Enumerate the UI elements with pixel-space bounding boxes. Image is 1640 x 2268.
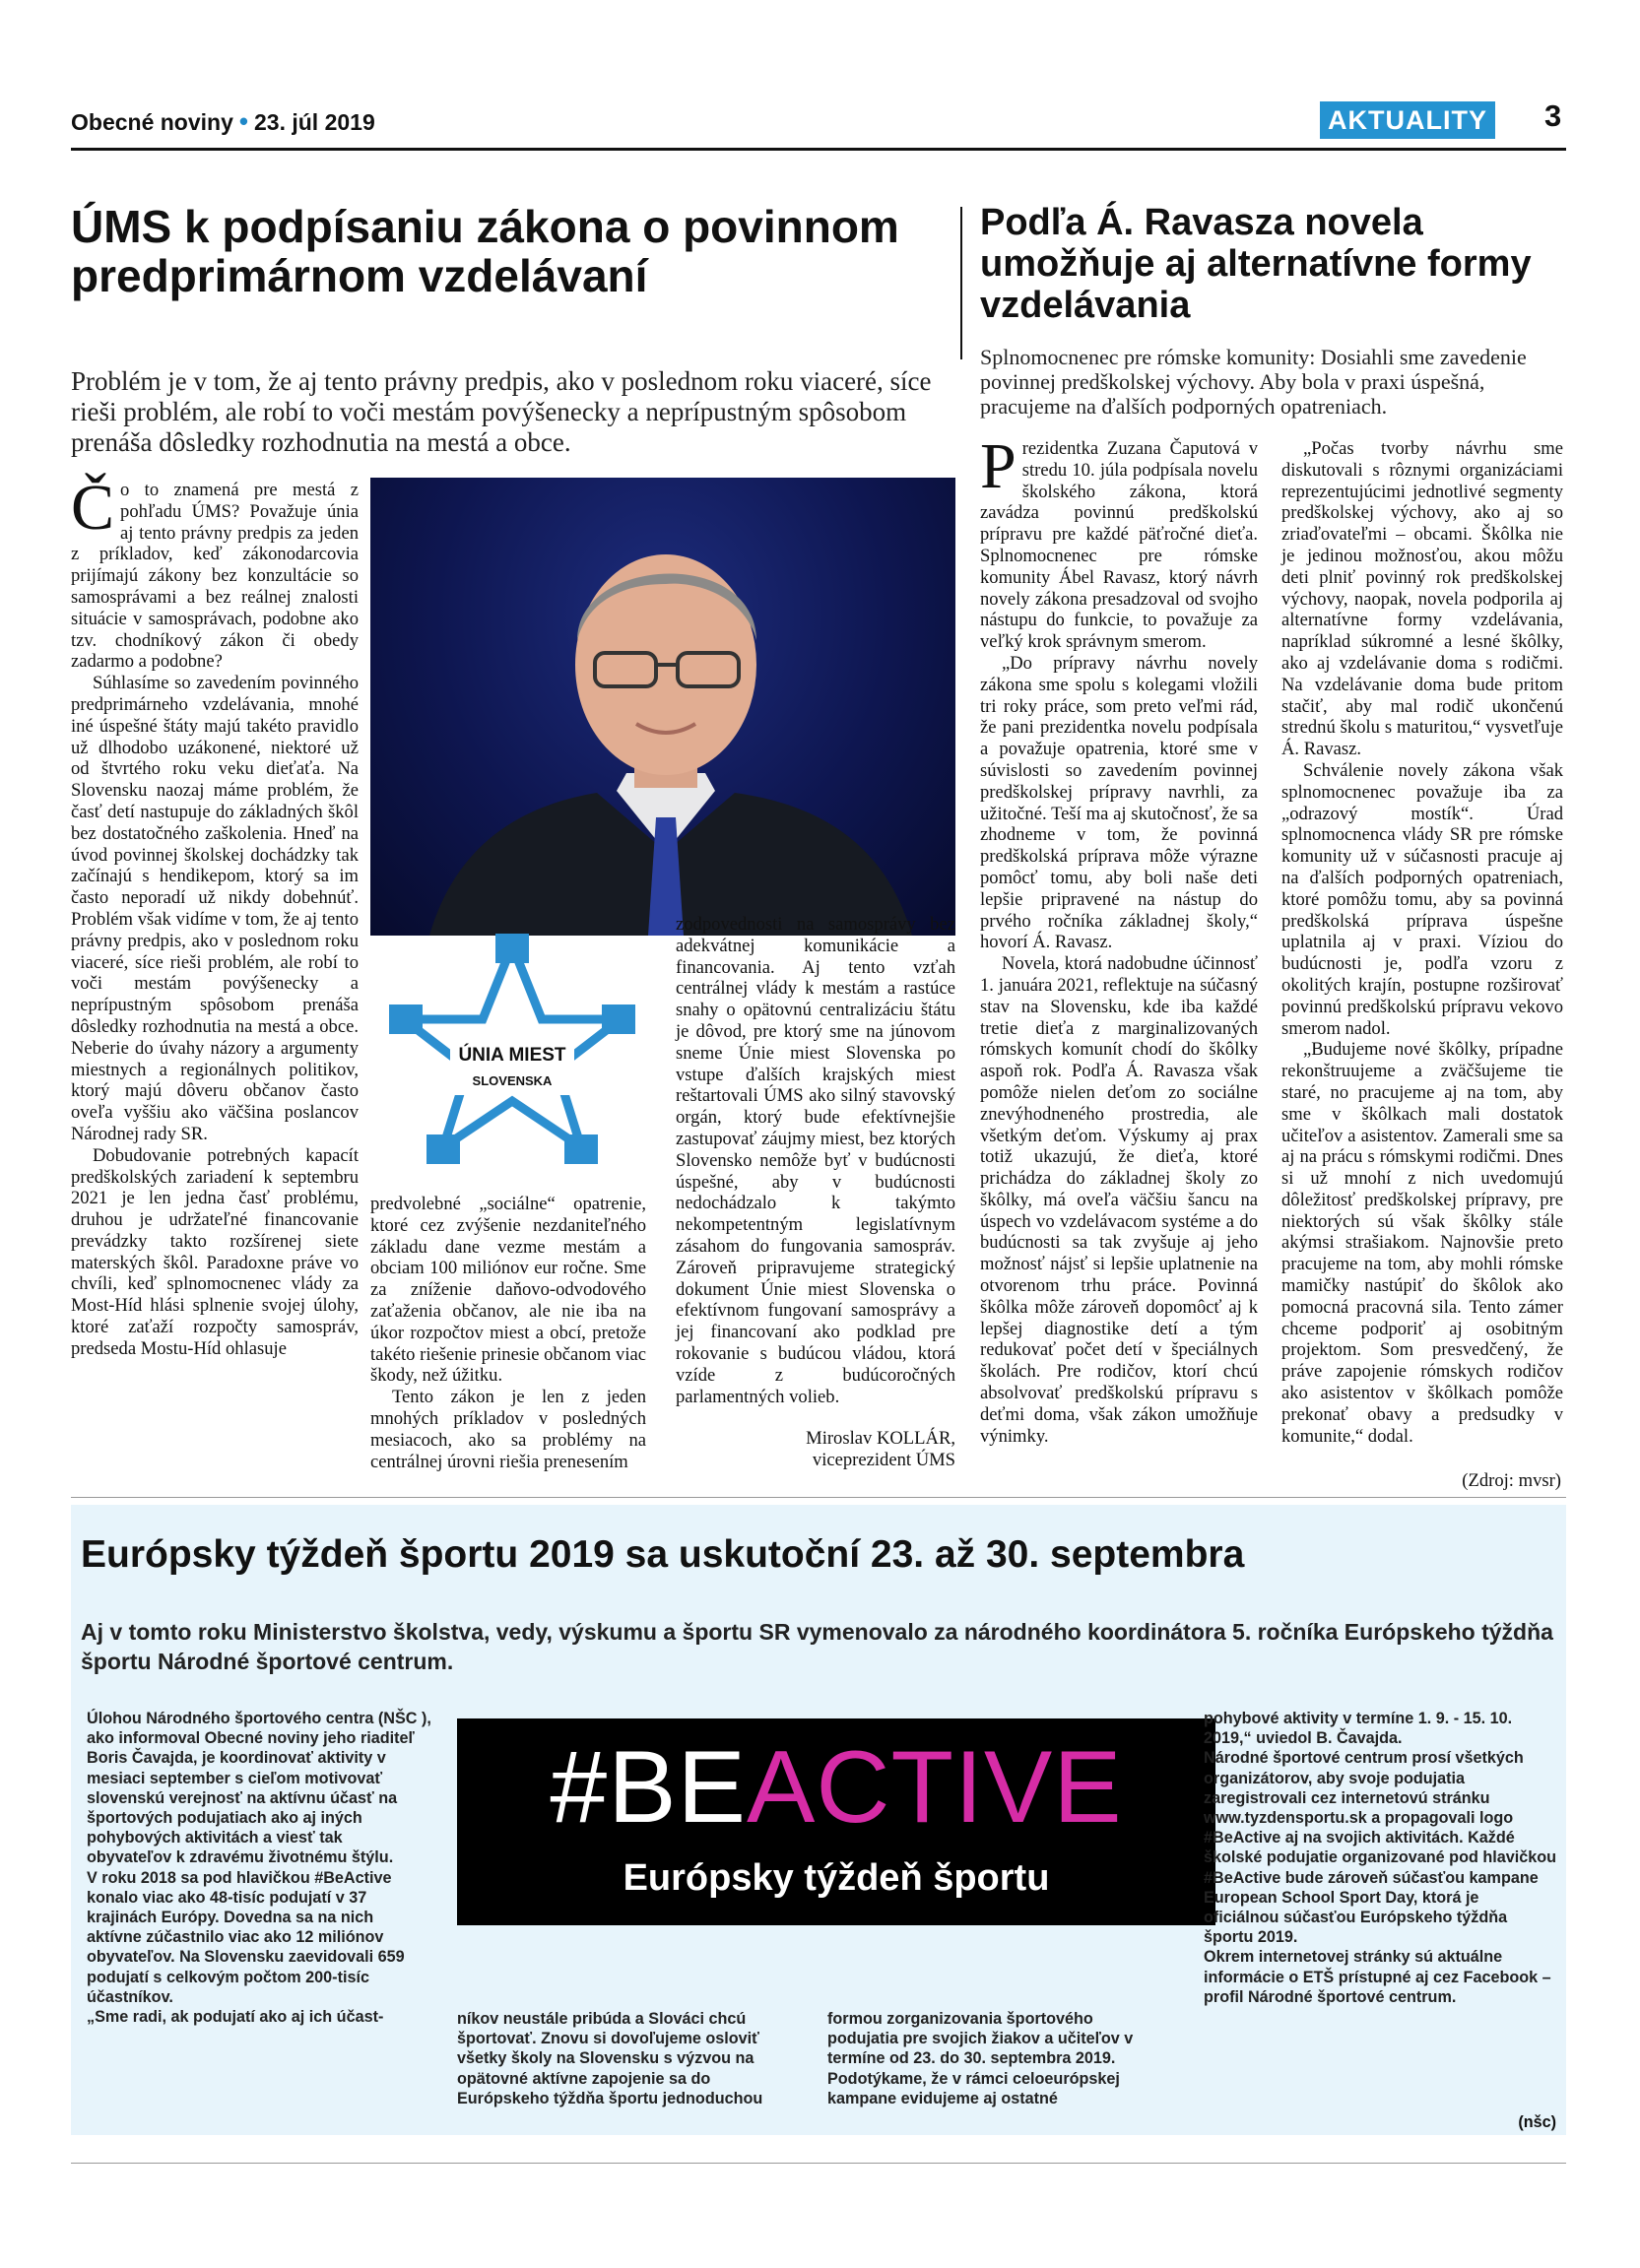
beactive-hashtag: #BEACTIVE	[550, 1730, 1123, 1845]
author-name: Miroslav KOLLÁR,	[806, 1428, 955, 1449]
sport-paragraph: V roku 2018 sa pod hlavičkou #BeActive konalo viac ako 48-tisíc podujatí v 37 krajinách Európy. Dovedna sa na nich aktívne zúčastnilo viac ako 12 miliónov obyvateľov. Na Slovensku zaevidovali 659 podujatí s celkovým počtom 200-tisíc účastníkov.	[87, 1868, 405, 2006]
article2-column-1	[980, 430, 1258, 1447]
article2-paragraph: Novela, ktorá nadobudne účinnosť 1. januára 2021, reflektuje na súčasný stav na Slovensku, kde iba každé tretie dieťa z marginalizovaných rómskych komunít chodí do škôlky aspoň rok. Podľa Á. Ravasza však pomôže nielen deťom zo sociálne znevýhodneného prostredia, ale všetkým deťom. Výskumy aj prax totiž ukazujú, že dieťa, ktoré prichádza do základnej školy zo škôlky, má oveľa väčšiu šancu na úspech vo vzdelávacom systéme a do budúcnosti sa tak zvyšuje aj jeho možnosť nájsť si lepšie uplatnenie na otvorenom trhu práce. Povinná škôlka môže zároveň dopomôcť aj k lepšej diagnostike detí a tým redukovať počet detí v špeciálnych školách. Pre rodičov, ktorí chcú absolvovať predškolskú prípravu s deťmi doma, však zákon umožňuje výnimky.	[980, 953, 1258, 1447]
drop-cap: P	[980, 430, 1017, 502]
masthead	[71, 106, 375, 137]
article2-lead: Splnomocnenec pre rómske komunity: Dosiahli sme zavedenie povinnej predškolskej výchovy. Aby bola v praxi úspešná, pracujeme na ďalších podporných opatreniach.	[980, 345, 1527, 419]
article1-paragraph: zodpovednosti na samosprávy bez adekvátnej komunikácie a financovania. Aj tento vzťah centrálnej vlády k mestám a rastúce snahy o opätovnú centralizáciu štátu je dôvod, pre ktorý sme na júnovom sneme Únie miest Slovenska po vstupe ďalších krajských miest reštartovali ÚMS ako silný stavovský orgán, ktorý bude efektívnejšie zastupovať záujmy miest, bez ktorých Slovensko nemôže byť v budúcnosti úspešné, aby v budúcnosti nedochádzalo k takýmto nekompetentným legislatívnym zásahom do fungovania samospráv. Zároveň pripravujeme strategický dokument Únie miest Slovenska o efektívnom fungovaní samosprávy a jej financovaní ako podklad pre rokovanie s budúcou vládou, ktorá vzíde z budúcoročných parlamentných volieb.	[676, 914, 955, 1407]
article1-paragraph: Tento zákon je len z jeden mnohých príkladov v posledných mesiacoch, ako sa problémy na centrálnej úrovni riešia prenesením	[370, 1387, 646, 1472]
portrait-photo	[370, 478, 955, 936]
article2-paragraph: „Počas tvorby návrhu sme diskutovali s rôznymi organizáciami reprezentujúcimi jednotlivé segmenty predškolskej výchovy, ako aj so zriaďovateľmi – obcami. Škôlka nie je jedinou možnosťou, akou môžu deti plniť povinný rok predškolskej výchovy, naopak, novela podporila aj alternatívne formy vzdelávania, napríklad súkromné a lesné škôlky, ako aj vzdelávanie doma s rodičmi. Na vzdelávanie doma bude pritom stačiť, aby mal rodič ukončenú strednú školu s maturitou,“ vysvetľuje Á. Ravasz.	[1281, 438, 1563, 760]
article1-title: ÚMS k podpísaniu zákona o povinnom predprimárnom vzdelávaní	[71, 201, 899, 301]
box-rule-top	[71, 1497, 1566, 1498]
sport-credit: (nšc)	[1518, 2113, 1556, 2131]
sport-paragraph: „Sme radi, ak podujatí ako aj ich účast-	[87, 2008, 384, 2027]
issue-date: 23. júl 2019	[253, 109, 375, 135]
article2-paragraph: Prezidentka Zuzana Čaputová v stredu 10. júla podpísala novelu školského zákona, ktorá zavádza povinnú predškolskú prípravu pre každé päťročné dieťa. Splnomocnenec pre rómske komunity Ábel Ravasz, ktorý návrh novely zákona presadzoval od svojho nástupu do funkcie, to považuje za veľký krok správnym smerom.	[980, 430, 1258, 653]
castle-star-icon	[379, 926, 645, 1192]
article2-column-2	[1281, 438, 1563, 1447]
article1-paragraph: Súhlasíme so zavedením povinného predprimárneho vzdelávania, mnohé iné úspešné štáty majú takéto pravidlo už dlhodobo uzákonené, niektoré už od štvrtého roku veku dieťaťa. Na Slovensku naozaj máme problém, že časť detí nastupuje do základných škôl bez dostatočného zaškolenia. Hneď na úvod povinnej školskej dochádzky tak začínajú s hendikepom, ktorý sa im často neporadí už nikdy dobehnúť. Problém však vidíme v tom, že aj tento právny predpis, ako v poslednom roku viaceré, síce rieši problém, ale robí to voči mestám povýšenecky a neprípustným spôsobom prenáša dôsledky rozhodnutia na mestá a obce. Neberie do úvahy názory a argumenty miestnych a regionálnych politikov, ktorý majú dôveru občanov často oveľa vyššiu ako väčšina poslancov Národnej rady SR.	[71, 673, 359, 1144]
drop-cap: Č	[71, 472, 115, 544]
paper-name: Obecné noviny	[71, 109, 233, 135]
unia-miest-logo	[379, 926, 645, 1192]
article2-paragraph: „Do prípravy návrhu novely zákona sme spolu s kolegami vložili tri roky práce, som preto veľmi rád, že pani prezidentka novelu podpísala a považuje opatrenia, ktoré sme v súvislosti so zavedením povinnej predškolskej prípravy navrhli, za užitočné. Teší ma aj skutočnosť, že sa zhodneme v tom, že povinná predškolská príprava môže výrazne pomôcť tomu, aby boli naše deti lepšie pripravené na nástup do prvého ročníka základnej školy,“ hovorí Á. Ravasz.	[980, 652, 1258, 953]
sport-lead: Aj v tomto roku Ministerstvo školstva, vedy, výskumu a športu SR vymenovalo za národného koordinátora 5. ročníka Európskeho týždňa športu Národné športové centrum.	[81, 1619, 1553, 1674]
section-label: AKTUALITY	[1320, 101, 1495, 139]
sport-paragraph: Národné športové centrum prosí všetkých organizátorov, aby svoje podujatia zaregistrovali cez internetovú stránku www.tyzdensportu.sk a propagovali logo #BeActive aj na svojich aktivitách. Každé školské podujatie organizované pod hlavičkou #BeActive bude zároveň súčasťou kampane European School Sport Day, ktorá je oficiálnou súčasťou Európskeho týždňa športu 2019.	[1204, 1749, 1557, 1947]
article1-column-2	[370, 1194, 646, 1472]
box-rule-bottom	[71, 2163, 1566, 2164]
sport-column-4	[1204, 1709, 1558, 2007]
sport-paragraph: pohybové aktivity v termíne 1. 9. - 15. 10. 2019,“ uviedol B. Čavajda.	[1204, 1710, 1513, 1748]
article2-paragraph: „Budujeme nové škôlky, prípadne rekonštruujeme a zväčšujeme tie staré, no pracujeme aj na tom, aby sme v škôlkach mali dostatok učiteľov a asistentov. Zamerali sme sa aj na prácu s rómskymi rodičmi. Dnes si už mnohí z nich uvedomujú dôležitosť predškolskej prípravy, pre niektorých sú však škôlky stále akýmsi strašiakom. Najnovšie preto pracujeme na tom, aby mohli rómske mamičky nastúpiť do škôlok ako pomocná pracovná sila. Tento zámer chceme podporiť aj osobitným projektom. Som presvedčený, že práve zapojenie rómskych rodičov ako asistentov v škôlkach pomôže prekonať obavy a predsudky v komunite,“ dodal.	[1281, 1039, 1563, 1447]
author-role: viceprezident ÚMS	[812, 1449, 955, 1470]
beactive-subtitle: Európsky týždeň športu	[623, 1857, 1050, 1899]
sport-column-3: formou zorganizovania športového podujatia pre svojich žiakov a učiteľov v termíne od 23. do 30. septembra 2019. Podotýkame, že v rámci celoeurópskej kampane evidujeme aj ostatné	[827, 2010, 1134, 2107]
logo-text-2: SLOVENSKA	[472, 1073, 553, 1088]
article2-source: (Zdroj: mvsr)	[1462, 1470, 1561, 1491]
article2-paragraph: Schválenie novely zákona však splnomocnenec považuje iba za „odrazový mostík“. Úrad splnomocnenca vlády SR pre rómske komunity už v súčasnosti pracuje aj na ďalších podporných opatreniach, ktoré pomôžu tomu, aby sa povinná predškolská príprava úspešne uplatnila aj v praxi. Víziou do budúcnosti je, podľa vzoru z okolitých krajín, postupne rozširovať povinnú predškolskú prípravu vekovo smerom nadol.	[1281, 759, 1563, 1039]
article1-column-1	[71, 472, 359, 1360]
logo-text-1: ÚNIA MIEST	[458, 1045, 566, 1066]
page-number: 3	[1544, 98, 1562, 133]
portrait-illustration	[370, 478, 955, 936]
article1-paragraph: Dobudovanie potrebných kapacít predškolských zariadení k septembru 2021 je len jedna časť problému, druhou je udržateľné financovanie prevádzky takto rozšírenej siete materských škôl. Paradoxne práve vo chvíli, keď splnomocnenec vlády za Most-Híd hlási splnenie svojej úlohy, ktoré zaťaží rozpočty samospráv, predseda Mostu-Híd ohlasuje	[71, 1144, 359, 1359]
sport-title: Európsky týždeň športu 2019 sa uskutoční 23. až 30. septembra	[81, 1533, 1245, 1576]
article1-lead: Problém je v tom, že aj tento právny predpis, ako v poslednom roku viaceré, síce rieši problém, ale robí to voči mestám povýšenecky a neprípustným spôsobom prenáša dôsledky rozhodnutia na mestá a obce.	[71, 366, 932, 457]
author-signature	[630, 1428, 955, 1471]
article2-title: Podľa Á. Ravasza novela umožňuje aj alternatívne formy vzdelávania	[980, 202, 1532, 326]
sport-paragraph: Úlohou Národného športového centra (NŠC ), ako informoval Obecné noviny jeho riaditeľ Boris Čavajda, je koordinovať aktivity v mesiaci september s cieľom motivovať slovenskú verejnosť na aktívnu účasť na športových podujatiach ako aj iných pohybových aktivitách a viesť tak obyvateľov k zdravému životnému štýlu.	[87, 1710, 431, 1867]
bullet-dot: •	[238, 106, 248, 136]
header-rule	[71, 148, 1566, 151]
article1-paragraph: Čo to znamená pre mestá z pohľadu ÚMS? Považuje únia aj tento právny predpis za jeden z príkladov, keď zákonodarcovia prijímajú zákony bez konzultácie so samosprávami a bez reálnej znalosti situácie v samosprávach, podobne ako tzv. chodníkový zákon či obedy zadarmo a podobne?	[71, 472, 359, 673]
article1-paragraph: predvolebné „sociálne“ opatrenie, ktoré cez zvýšenie nezdaniteľného základu dane vezme mestám a obciam 100 miliónov eur ročne. Sme za zníženie daňovo-odvodového zaťaženia občanov, ale nie iba na úkor rozpočtov miest a obcí, pretože takéto riešenie prinesie občanom viac škody, než úžitku.	[370, 1194, 646, 1387]
sport-paragraph: Okrem internetovej stránky sú aktuálne informácie o ETŠ prístupné aj cez Facebook – profil Národné športové centrum.	[1204, 1948, 1551, 2006]
sport-column-1	[87, 1709, 431, 2027]
article1-column-3	[676, 914, 955, 1407]
column-divider	[960, 207, 962, 359]
beactive-banner	[457, 1718, 1215, 1925]
sport-column-2: níkov neustále pribúda a Slováci chcú športovať. Znovu si dovoľujeme osloviť všetky školy na Slovensku s výzvou na opätovné aktívne zapojenie sa do Európskeho týždňa športu jednoduchou	[457, 2010, 763, 2107]
